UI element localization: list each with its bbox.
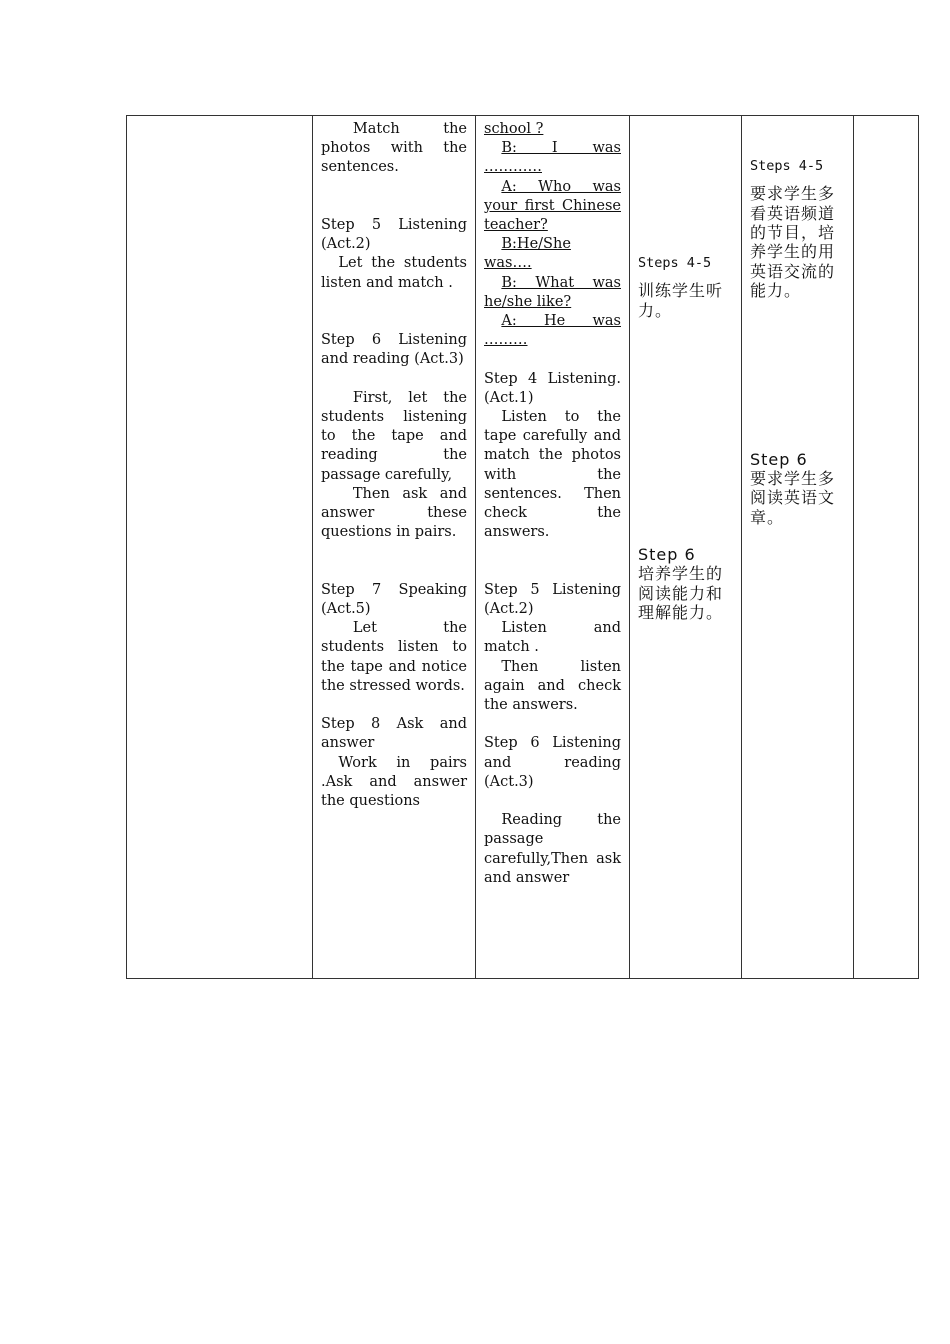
dialogue-line-6: A: He was ………	[484, 313, 621, 349]
dialogue-line-4: B:He/She was….	[484, 236, 571, 272]
step5-title: Step 5 Listening (Act.2)	[321, 217, 467, 253]
step6-title: Step 6 Listening and reading (Act.3)	[321, 332, 467, 368]
step6-text-2: Then ask and answer these questions in pairs.	[321, 485, 467, 541]
step7-title: Step 7 Speaking (Act.5)	[321, 581, 467, 618]
dialogue-line-2: B: I was …………	[484, 140, 621, 176]
step6-title: Step 6 Listening and reading (Act.3)	[484, 735, 621, 790]
empty-cell-left	[127, 116, 313, 979]
steps-4-5-purpose: 训练学生听力。	[638, 281, 724, 320]
student-activity-cell	[476, 116, 630, 979]
dialogue-line-1: school ?	[484, 121, 544, 137]
step6-text: Reading the passage carefully,Then ask and answer	[484, 812, 621, 886]
steps-4-5-requirement: 要求学生多看英语频道的节目，培养学生的用英语交流的能力。	[750, 184, 836, 301]
lesson-plan-table	[126, 115, 919, 979]
steps-4-5-label: Steps 4-5	[638, 255, 712, 271]
step8-title: Step 8 Ask and answer	[321, 716, 467, 752]
steps-4-5-label: Steps 4-5	[750, 158, 824, 174]
design-intent-cell	[630, 116, 742, 979]
step4-title: Step 4 Listening. (Act.1)	[484, 370, 621, 406]
step4-text: Listen to the tape carefully and match the photos with the sentences. Then check the answers.	[484, 409, 621, 541]
step6-text-1: First, let the students listening to the tape and reading the passage carefully,	[321, 389, 467, 483]
procedure-cell	[313, 116, 476, 979]
step-6-purpose: 培养学生的阅读能力和理解能力。	[638, 564, 724, 623]
intro-text: Match the photos with the sentences.	[321, 121, 467, 176]
empty-cell-right	[854, 116, 919, 979]
requirements-cell	[742, 116, 854, 979]
step7-text: Let the students listen to the tape and notice the stressed words.	[321, 620, 467, 694]
step5-text: Let the students listen and match .	[321, 255, 467, 291]
step5-title: Step 5 Listening (Act.2)	[484, 581, 621, 618]
step-6-label: Step 6	[750, 449, 808, 469]
dialogue-line-3: A: Who was your first Chinese teacher?	[484, 178, 621, 234]
step5-text-1: Listen and match .	[484, 620, 621, 656]
table-row	[127, 116, 919, 979]
step5-text-2: Then listen again and check the answers.	[484, 658, 621, 714]
step-6-label: Step 6	[638, 545, 696, 565]
step8-text: Work in pairs .Ask and answer the questions	[321, 754, 467, 810]
dialogue-line-5: B: What was he/she like?	[484, 274, 621, 310]
step-6-requirement: 要求学生多阅读英语文章。	[750, 469, 836, 527]
